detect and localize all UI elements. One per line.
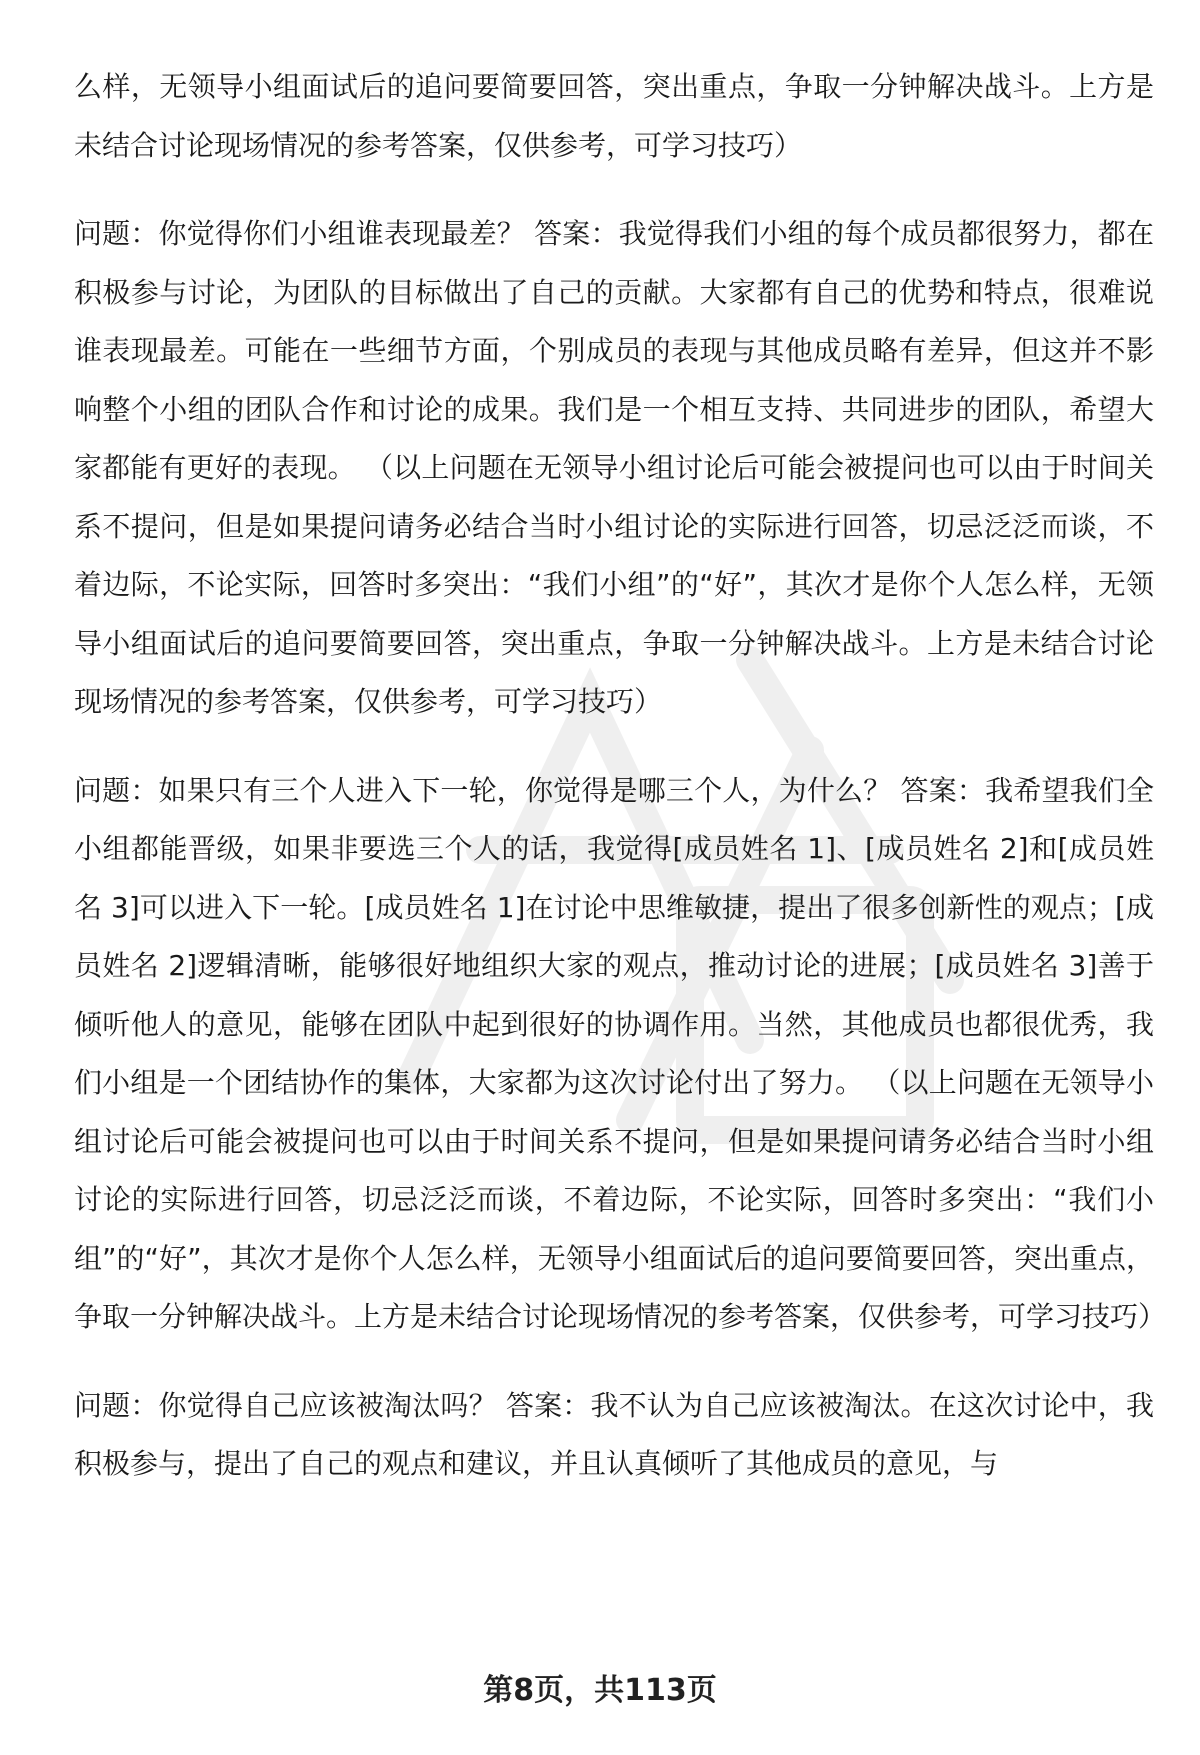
paragraph-question-worst-performer: 问题：你觉得你们小组谁表现最差？ 答案：我觉得我们小组的每个成员都很努力，都在积极参与讨论，为团队的目标做出了自己的贡献。大家都有自己的优势和特点，很难说谁表现最差。可能在一些细节方面，个别成员的表现与其他成员略有差异，但这并不影响整个小组的团队合作和讨论的成果。我们是一个相互支持、共同进步的团队，希望大家都能有更好的表现。 （以上问题在无领导小组讨论后可能会被提问也可以由于时间关系不提问，但是如果提问请务必结合当时小组讨论的实际进行回答，切忌泛泛而谈，不着边际，不论实际，回答时多突出：“我们小组”的“好”，其次才是你个人怎么样，无领导小组面试后的追问要简要回答，突出重点，争取一分钟解决战斗。上方是未结合讨论现场情况的参考答案，仅供参考，可学习技巧） xyxy=(74,217,1154,718)
paragraph-question-three-advance: 问题：如果只有三个人进入下一轮，你觉得是哪三个人，为什么？ 答案：我希望我们全小组都能晋级，如果非要选三个人的话，我觉得[成员姓名 1]、[成员姓名 2]和[成员姓名 3]可以进入下一轮。[成员姓名 1]在讨论中思维敏捷，提出了很多创新性的观点；[成员姓名 2]逻辑清晰，能够很好地组织大家的观点，推动讨论的进展；[成员姓名 3]善于倾听他人的意见，能够在团队中起到很好的协调作用。当然，其他成员也都很优秀，我们小组是一个团结协作的集体，大家都为这次讨论付出了努力。 （以上问题在无领导小组讨论后可能会被提问也可以由于时间关系不提问，但是如果提问请务必结合当时小组讨论的实际进行回答，切忌泛泛而谈，不着边际，不论实际，回答时多突出：“我们小组”的“好”，其次才是你个人怎么样，无领导小组面试后的追问要简要回答，突出重点，争取一分钟解决战斗。上方是未结合讨论现场情况的参考答案，仅供参考，可学习技巧） xyxy=(74,773,1167,1333)
paragraph-continuation: 么样，无领导小组面试后的追问要简要回答，突出重点，争取一分钟解决战斗。上方是未结合讨论现场情况的参考答案，仅供参考，可学习技巧） xyxy=(74,70,1154,162)
paragraph-question-eliminated: 问题：你觉得自己应该被淘汰吗？ 答案：我不认为自己应该被淘汰。在这次讨论中，我积极参与，提出了自己的观点和建议，并且认真倾听了其他成员的意见，与 xyxy=(74,1388,1154,1480)
page-number-footer: 第8页，共113页 xyxy=(483,1673,717,1708)
document-body xyxy=(74,58,1167,1524)
